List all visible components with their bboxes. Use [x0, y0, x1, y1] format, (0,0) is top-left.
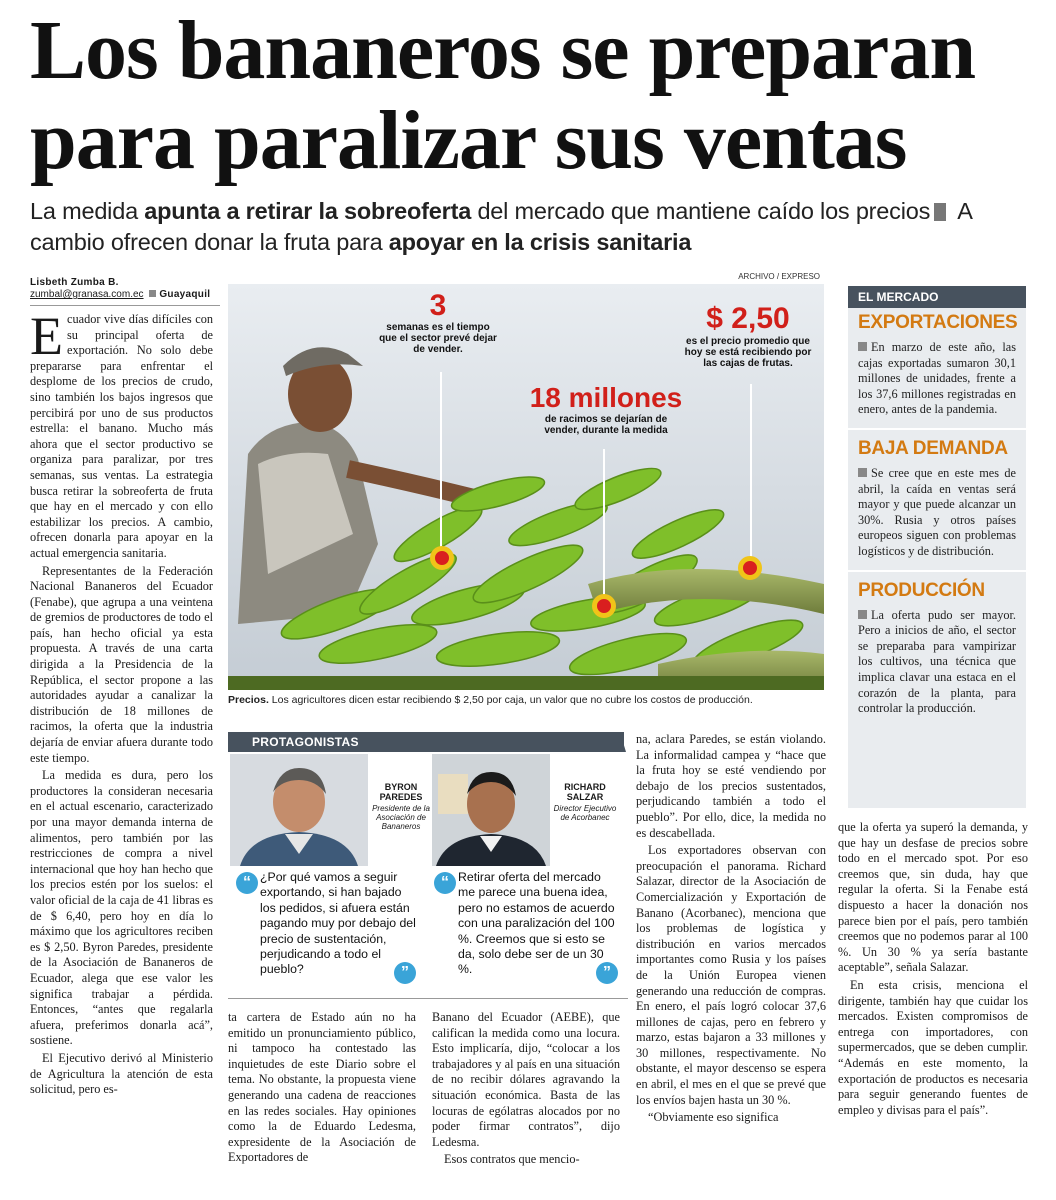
callout-bunches-value: 18 millones	[529, 382, 683, 413]
person-first-name: BYRON	[384, 782, 418, 792]
protagonists-rule	[228, 998, 628, 999]
sidebar-text-production: La oferta pudo ser mayor. Pero a inicios de año, el sector se preparaba para vampirizar los cultivos, una técnica que implica clavar una estaca en el corazón de la planta, para controlar la producción.	[858, 607, 1016, 716]
sidebar-title-exports: EXPORTACIONES	[858, 312, 1018, 333]
quote-close-icon: ”	[596, 962, 618, 984]
callout-price-text: es el precio promedio que hoy se está recibiendo por las cajas de frutas.	[684, 336, 812, 369]
bullet-square-icon	[858, 342, 867, 351]
callout-line	[440, 372, 442, 550]
bullet-square-icon	[858, 610, 867, 619]
sidebar-divider	[848, 428, 1026, 430]
caption-lead: Precios.	[228, 694, 269, 706]
header-tab-edge	[620, 732, 626, 752]
sidebar-content	[848, 312, 1026, 717]
callout-bunches	[506, 382, 706, 436]
sidebar-text	[858, 608, 1016, 717]
sidebar-text	[858, 466, 1016, 560]
protagonists-header: PROTAGONISTAS	[228, 732, 624, 752]
portrait-byron-paredes	[230, 754, 368, 866]
headline-line-2: para paralizar sus ventas	[30, 94, 907, 187]
banana-photo	[228, 284, 824, 690]
photo-caption	[228, 694, 828, 707]
article-column-2	[228, 1010, 416, 1168]
callout-bunches-text: de racimos se dejarían de vender, durante la medida	[544, 414, 668, 436]
paragraph: “Obviamente eso significa	[648, 1110, 779, 1125]
callout-marker	[592, 594, 616, 618]
photo-credit: ARCHIVO / EXPRESO	[738, 272, 820, 281]
byline	[30, 277, 230, 301]
callout-line	[750, 384, 752, 564]
quote-richard-salazar: Retirar oferta del mercado me parece una buena idea, pero no estamos de acuerdo con una paralización del 100 %. Creemos que si esto se da, solo debe ser de un 30 %.	[458, 870, 615, 977]
sidebar-title-production: PRODUCCIÓN	[858, 579, 985, 601]
sidebar-text-demand: Se cree que en este mes de abril, la caída en ventas será mayor y que puede alcanzar un 30%. Rusia y otros países europeos siguen con problemas logísticos y de distribución.	[858, 465, 1016, 558]
person-last-name: SALZAR	[566, 792, 604, 802]
sidebar-text-exports: En marzo de este año, las cajas exportadas sumaron 30,1 millones de unidades, frente a los 37,6 millones registradas en enero, antes de la pandemia.	[858, 340, 1016, 417]
paragraph: que la oferta ya superó la demanda, y que hay un desfase de precios sobre todo en el mercado spot. Por eso creemos que, sin duda, hay que regular la oferta. Si la Fenabe está dispuesto a hacer la donación nos parece bien por el país, pero también creemos que no podemos parar al 100 %. Un 30 % ya sería bastante aceptable”, señala Salazar.	[838, 820, 1028, 975]
callout-line	[603, 449, 605, 599]
separator-square-icon	[934, 203, 946, 221]
person-avatar	[230, 754, 368, 866]
byline-email[interactable]: zumbal@granasa.com.ec	[30, 289, 144, 300]
callout-price	[680, 302, 816, 369]
subhead-bold: apunta a retirar la sobreoferta	[144, 198, 472, 224]
person-name	[552, 782, 618, 802]
callout-marker	[430, 546, 454, 570]
subhead-part: del mercado que mantiene caído los precios	[471, 198, 931, 224]
person-role: Presidente de la Asociación de Bananeros	[372, 804, 430, 831]
subhead-part: A cambio ofrecen donar la fruta para	[30, 198, 972, 255]
person-role: Director Ejecutivo de Acorbanec	[553, 804, 617, 822]
paragraph: La medida es dura, pero los productores la consideran necesaria en el actual escenario, caracterizado por una mayor demanda interna de alimentos, pero también por las restricciones de compra a nivel internacional que hoy han hecho que los precios estén por los suelos: el valor oficial de la caja de 41 libras es de $ 6,40, pero hoy en día lo máximo que los agricultores reciben es $ 2,50. Byron Paredes, presidente de la Asociación de Bananeros de Ecuador, alega que ese valor les significa trabajar a pérdida. Entonces, “antes que regalarla afuera, preferimos donarla acá”, sostiene.	[30, 768, 214, 1048]
paragraph: Esos contratos que mencio-	[444, 1152, 580, 1167]
article-column-1	[30, 306, 214, 1100]
paragraph: Banano del Ecuador (AEBE), que califican la medida como una locura. Esto implicaría, dijo, “colocar a los trabajadores y al país en una situación de no recibir dólares agravando la situación económica. Basta de las locuras de ególatras alocados por no poder firmar contratos”, dijo Ledesma.	[432, 1010, 620, 1149]
sidebar-title-demand: BAJA DEMANDA	[858, 437, 1008, 459]
quote-open-icon: “	[236, 872, 258, 894]
person-avatar	[432, 754, 550, 866]
article-column-5	[838, 820, 1028, 1120]
callout-weeks-text: semanas es el tiempo que el sector prevé dejar de vender.	[379, 322, 497, 355]
paragraph: na, aclara Paredes, se están violando. La informalidad campea y “hace que la fruta hoy se esté vendiendo por debajo de los precios sustentados, perjudicando también a todo el pueblo”. Por ello, dice, la medida no es descabellada.	[636, 732, 826, 840]
paragraph: Representantes de la Federación Nacional Bananeros del Ecuador (Fenabe), que agrupa a una veintena de gremios de productores de todo el país, han hecho oficial ya esta propuesta. A través de una carta dirigida a la Presidencia de la República, el sector propone a las autoridades ayudar a canalizar la distribución de 18 millones de racimos, la oferta que la industria dejaría de enviar afuera durante todo este tiempo.	[30, 563, 213, 765]
person-first-name: RICHARD	[564, 782, 606, 792]
byline-author: Lisbeth Zumba B.	[30, 277, 119, 288]
sidebar-text	[858, 340, 1016, 418]
paragraph: Los exportadores observan con preocupación el panorama. Richard Salazar, director de la Asociación de Comercialización y Exportación de Banano (Acorbanec), menciona que los problemas de logística y distribución en varios mercados importantes como Rusia y los países de la Unión Europea vienen generando una reducción de compras. En enero, el país logró colocar 37,6 millones de cajas, pero en febrero y marzo, estas bajaron a 33 millones y 30 millones, respectivamente. No obstante, el mayor descenso se espera en abril, el mes en el que se prevé que los envíos bajen hasta un 30 %.	[636, 843, 826, 1107]
drop-cap: E	[30, 306, 63, 366]
subhead-part: La medida	[30, 198, 145, 224]
sidebar-header: EL MERCADO	[848, 286, 1026, 308]
portrait-richard-salazar	[432, 754, 550, 866]
subheadline	[30, 196, 1040, 258]
caption-text: Los agricultores dicen estar recibiendo $ 2,50 por caja, un valor que no cubre los costos de producción.	[268, 694, 753, 706]
person-last-name: PAREDES	[379, 792, 423, 802]
paragraph	[30, 306, 213, 562]
sidebar-divider	[848, 570, 1026, 572]
headline-line-1: Los bananeros se preparan	[30, 4, 976, 97]
byline-city: Guayaquil	[159, 289, 211, 300]
person-name	[372, 782, 430, 802]
article-column-3	[432, 1010, 620, 1170]
separator-square-icon	[149, 290, 156, 297]
callout-weeks	[378, 290, 498, 355]
quote-close-icon: ”	[394, 962, 416, 984]
headline	[30, 6, 1030, 186]
callout-price-value: $ 2,50	[706, 302, 790, 335]
article-column-4	[636, 732, 826, 1128]
bullet-square-icon	[858, 468, 867, 477]
subhead-bold: apoyar en la crisis sanitaria	[388, 229, 692, 255]
paragraph: ta cartera de Estado aún no ha emitido un pronunciamiento público, ni tampoco ha contestado las inquietudes de este Diario sobre el tema. No obstante, la propuesta viene generando una cadena de reacciones en las redes sociales. Hay opiniones como la de Eduardo Ledesma, expresidente de la Asociación de Exportadores de	[228, 1010, 416, 1165]
paragraph: El Ejecutivo derivó al Ministerio de Agricultura la atención de esta solicitud, pero es-	[30, 1050, 213, 1097]
callout-weeks-value: 3	[429, 289, 447, 322]
quote-byron-paredes: ¿Por qué vamos a seguir exportando, si han bajado los pedidos, si afuera están pagando muy por debajo del precio de sustentación, perjudicando a todo el pueblo?	[260, 870, 416, 977]
callout-marker	[738, 556, 762, 580]
paragraph: En esta crisis, menciona el dirigente, también hay que cuidar los mercados. Existen compromisos de entrega con importadores, con supermercados, que se deben cumplir. “Además en este momento, la exportación de productos es necesaria para seguir generando fuentes de empleo y divisas para el país”.	[838, 977, 1028, 1117]
quote-open-icon: “	[434, 872, 456, 894]
paragraph-text: cuador vive días difíciles con su principal oferta de exportación. No solo debe prepararse para enfrentar el desplome de los precios de crudo, sino también los bajos ingresos que percibirá por uno de sus productos estrella: el banano. Mucho más ahora que el sector productivo se organiza para paralizar, por tres semanas, sus ventas. La estrategia busca retirar la sobreoferta de fruta que hay en el mercado y con ello estabilizar los precios. A cambio, ofrecen donarla para apoyar en la actual emergencia sanitaria.	[30, 312, 213, 560]
